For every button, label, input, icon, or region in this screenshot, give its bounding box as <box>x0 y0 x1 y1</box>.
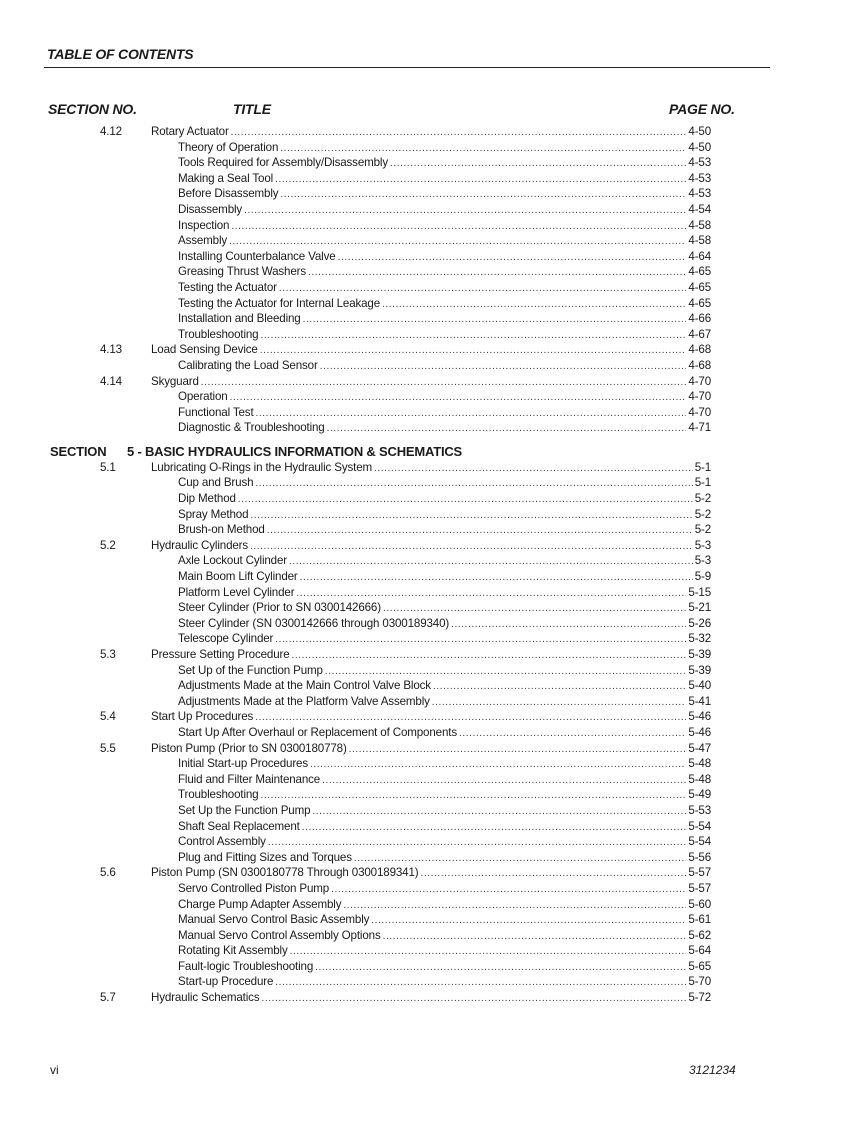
toc-entry[interactable] <box>0 803 866 819</box>
toc-entry[interactable] <box>0 553 866 569</box>
toc-entry[interactable] <box>0 725 866 741</box>
dot-leader <box>320 359 687 375</box>
toc-entry[interactable] <box>0 928 866 944</box>
dot-leader <box>268 835 687 851</box>
section-title: 5 - BASIC HYDRAULICS INFORMATION & SCHEMATICS <box>127 443 463 459</box>
toc-entry-title: Load Sensing Device <box>151 343 258 357</box>
dot-leader <box>310 757 686 773</box>
toc-group-section-5 <box>0 460 866 1006</box>
toc-entry-page: 5-54 <box>688 835 711 849</box>
dot-leader <box>230 390 687 406</box>
toc-entry-page: 5-15 <box>688 585 711 599</box>
dot-leader <box>255 710 686 726</box>
toc-entry-page: 5-61 <box>688 913 711 927</box>
toc-entry-line <box>178 140 711 157</box>
toc-entry[interactable] <box>0 538 866 554</box>
dot-leader <box>250 539 693 555</box>
dot-leader <box>327 421 687 437</box>
toc-entry[interactable] <box>0 218 866 234</box>
dot-leader <box>267 523 693 539</box>
toc-entry-line <box>178 202 711 219</box>
toc-entry-page: 5-70 <box>688 975 711 989</box>
toc-entry-line <box>151 538 711 555</box>
dot-leader <box>260 328 686 344</box>
toc-entry-line <box>178 787 711 804</box>
toc-entry-page: 5-64 <box>688 944 711 958</box>
toc-entry-line <box>178 553 711 570</box>
toc-entry-line <box>178 585 711 602</box>
toc-entry-line <box>151 865 711 882</box>
toc-entry-number: 4.14 <box>100 374 122 388</box>
column-header-section: SECTION NO. <box>48 101 137 117</box>
toc-entry-line <box>151 647 711 664</box>
toc-entry-title: Assembly <box>178 234 228 248</box>
dot-leader <box>300 570 693 586</box>
toc-entry-title: Spray Method <box>178 507 249 521</box>
toc-entry-page: 4-64 <box>688 249 711 263</box>
toc-entry-title: Rotary Actuator <box>151 125 229 138</box>
toc-entry[interactable] <box>0 311 866 327</box>
toc-entry-title: Operation <box>178 390 228 404</box>
toc-entry-page: 5-40 <box>688 679 711 693</box>
toc-entry-title: Set Up the Function Pump <box>178 803 311 817</box>
toc-entry-page: 5-3 <box>694 554 711 568</box>
toc-entry-page: 4-66 <box>688 312 711 326</box>
toc-entry[interactable] <box>0 327 866 343</box>
dot-leader <box>371 913 686 929</box>
toc-entry-page: 5-57 <box>688 881 711 895</box>
toc-entry[interactable] <box>0 974 866 990</box>
toc-entry[interactable] <box>0 569 866 585</box>
toc-entry-line <box>178 881 711 898</box>
dot-leader <box>255 476 692 492</box>
header-rule <box>44 67 770 68</box>
toc-entry-title: Hydraulic Schematics <box>151 991 260 1005</box>
toc-entry-line <box>178 803 711 820</box>
toc-entry[interactable] <box>0 834 866 850</box>
toc-entry-line <box>178 327 711 344</box>
toc-entry-page: 5-46 <box>688 710 711 724</box>
toc-entry-title: Brush-on Method <box>178 523 265 537</box>
toc-entry[interactable] <box>0 124 866 140</box>
toc-entry-title: Start Up After Overhaul or Replacement of Components <box>178 725 457 739</box>
toc-entry-page: 5-72 <box>688 991 711 1005</box>
toc-entry-line <box>178 600 711 617</box>
toc-entry-line <box>178 631 711 648</box>
dot-leader <box>261 991 686 1007</box>
toc-entry-page: 4-65 <box>688 296 711 310</box>
toc-entry-title: Functional Test <box>178 405 254 419</box>
toc-entry-number: 5.3 <box>100 648 116 661</box>
section-5-heading <box>0 436 866 460</box>
dot-leader <box>289 554 693 570</box>
toc-entry-page: 4-71 <box>688 421 711 435</box>
toc-entry-title: Set Up of the Function Pump <box>178 663 323 677</box>
toc-entry-line <box>178 420 711 437</box>
dot-leader <box>229 234 686 250</box>
toc-entry-page: 4-70 <box>688 405 711 419</box>
toc-entry-line <box>151 460 711 477</box>
toc-entry[interactable] <box>0 342 866 358</box>
toc-entry-title: Testing the Actuator <box>178 280 277 294</box>
toc-entry-page: 5-46 <box>688 725 711 739</box>
dot-leader <box>325 664 687 680</box>
toc-entry-page: 4-68 <box>688 343 711 357</box>
toc-entry[interactable] <box>0 897 866 913</box>
toc-entry-line <box>178 819 711 836</box>
toc-entry[interactable] <box>0 491 866 507</box>
dot-leader <box>312 804 686 820</box>
toc-entry-page: 5-2 <box>694 523 711 537</box>
toc-entry-line <box>178 507 711 524</box>
toc-entry-title: Disassembly <box>178 202 243 216</box>
toc-entry-page: 4-53 <box>688 156 711 170</box>
toc-entry-number: 5.6 <box>100 866 116 880</box>
dot-leader <box>238 492 693 508</box>
toc-entry[interactable] <box>0 585 866 601</box>
toc-entry-page: 4-65 <box>688 265 711 279</box>
dot-leader <box>383 601 686 617</box>
toc-entry-title: Pressure Setting Procedure <box>151 648 290 661</box>
toc-entry-line <box>178 296 711 313</box>
toc-entry-page: 5-53 <box>688 803 711 817</box>
toc-entry-title: Dip Method <box>178 492 236 506</box>
toc-entry[interactable] <box>0 249 866 265</box>
dot-leader <box>201 375 687 391</box>
toc-entry-line <box>178 186 711 203</box>
toc-entry[interactable] <box>0 631 866 647</box>
toc-entry[interactable] <box>0 475 866 491</box>
toc-entry-title: Inspection <box>178 218 230 232</box>
toc-entry[interactable] <box>0 694 866 710</box>
toc-entry-page: 5-2 <box>694 492 711 506</box>
dot-leader <box>280 141 686 157</box>
dot-leader <box>275 632 686 648</box>
toc-entry-line <box>178 772 711 789</box>
toc-entry[interactable] <box>0 460 866 476</box>
dot-leader <box>432 695 687 711</box>
dot-leader <box>390 156 686 172</box>
toc-entry-title: Initial Start-up Procedures <box>178 757 308 771</box>
toc-entry[interactable] <box>0 741 866 757</box>
toc-entry[interactable] <box>0 663 866 679</box>
toc-entry[interactable] <box>0 171 866 187</box>
dot-leader <box>338 250 687 266</box>
toc-entry-page: 4-50 <box>688 140 711 154</box>
toc-entry[interactable] <box>0 850 866 866</box>
toc-entry-line <box>178 850 711 867</box>
toc-entry-title: Rotating Kit Assembly <box>178 944 288 958</box>
toc-entry-page: 4-53 <box>688 171 711 185</box>
dot-leader <box>231 125 687 141</box>
toc-entry-number: 4.12 <box>100 125 122 138</box>
dot-leader <box>308 265 686 281</box>
toc-entry-title: Adjustments Made at the Main Control Valve Block <box>178 679 431 693</box>
toc-entry-line <box>178 663 711 680</box>
toc-entry-page: 5-54 <box>688 819 711 833</box>
toc-entry-title: Tools Required for Assembly/Disassembly <box>178 156 389 170</box>
toc-entry-title: Calibrating the Load Sensor <box>178 358 318 372</box>
section-label: SECTION <box>50 443 107 459</box>
toc-entry-number: 4.13 <box>100 343 122 357</box>
dot-leader <box>256 406 687 422</box>
toc-entry[interactable] <box>0 756 866 772</box>
toc-entry-title: Start-up Procedure <box>178 975 274 989</box>
toc-group-section-4 <box>0 124 866 436</box>
toc-entry-line <box>151 374 711 391</box>
toc-entry-title: Fluid and Filter Maintenance <box>178 772 321 786</box>
column-header-page: PAGE NO. <box>669 101 735 117</box>
toc-entry-line <box>178 897 711 914</box>
toc-entry[interactable] <box>0 881 866 897</box>
toc-entry-line <box>178 311 711 328</box>
toc-entry-line <box>178 155 711 172</box>
toc-entry-line <box>178 233 711 250</box>
toc-entry-page: 5-48 <box>688 772 711 786</box>
toc-entry-title: Manual Servo Control Basic Assembly <box>178 913 370 927</box>
toc-entry-title: Telescope Cylinder <box>178 632 274 646</box>
toc-entry-page: 5-26 <box>688 616 711 630</box>
toc-entry-line <box>178 928 711 945</box>
dot-leader <box>275 172 686 188</box>
toc-entry-title: Cup and Brush <box>178 476 254 490</box>
dot-leader <box>296 586 686 602</box>
toc-entry[interactable] <box>0 186 866 202</box>
dot-leader <box>349 742 687 758</box>
toc-entry-title: Skyguard <box>151 374 199 388</box>
toc-entry[interactable] <box>0 959 866 975</box>
toc-entry[interactable] <box>0 420 866 436</box>
toc-entry-title: Greasing Thrust Washers <box>178 265 306 279</box>
toc-entry[interactable] <box>0 647 866 663</box>
toc-entry[interactable] <box>0 264 866 280</box>
toc-entry-page: 5-1 <box>694 460 711 474</box>
dot-leader <box>315 960 686 976</box>
toc-entry-title: Testing the Actuator for Internal Leakage <box>178 296 381 310</box>
toc-entry-title: Installing Counterbalance Valve <box>178 249 336 263</box>
toc-entry-title: Making a Seal Tool <box>178 171 274 185</box>
toc-entry-page: 4-58 <box>688 218 711 232</box>
toc-entry-line <box>178 358 711 375</box>
toc-entry-number: 5.1 <box>100 460 116 474</box>
toc-entry-title: Piston Pump (Prior to SN 0300180778) <box>151 741 347 755</box>
toc-entry-line <box>178 616 711 633</box>
toc-entry-page: 5-57 <box>688 866 711 880</box>
toc-entry-title: Start Up Procedures <box>151 710 254 724</box>
toc-entry-page: 4-53 <box>688 187 711 201</box>
toc-entry-page: 5-41 <box>688 694 711 708</box>
toc-entry-page: 5-47 <box>688 741 711 755</box>
toc-entry-line <box>178 959 711 976</box>
toc-entry[interactable] <box>0 358 866 374</box>
toc-entry-line <box>178 249 711 266</box>
toc-entry-line <box>151 342 711 359</box>
toc-entry-page: 5-62 <box>688 928 711 942</box>
toc-entry-title: Control Assembly <box>178 835 266 849</box>
toc-entry-number: 5.5 <box>100 741 116 755</box>
dot-leader <box>374 461 693 477</box>
toc-entry[interactable] <box>0 296 866 312</box>
toc-entry-page: 5-1 <box>694 476 711 490</box>
document-number: 3121234 <box>689 1063 736 1077</box>
toc-entry-line <box>178 491 711 508</box>
toc-entry-page: 4-50 <box>688 125 711 138</box>
toc-entry-page: 5-65 <box>688 959 711 973</box>
toc-entry-page: 5-60 <box>688 897 711 911</box>
toc-entry-line <box>178 912 711 929</box>
toc-entry-page: 5-32 <box>688 632 711 646</box>
toc-entry-line <box>178 834 711 851</box>
toc-entry-line <box>151 990 711 1007</box>
toc-entry-title: Before Disassembly <box>178 187 279 201</box>
toc-entry-title: Piston Pump (SN 0300180778 Through 0300189341) <box>151 866 419 880</box>
toc-entry-line <box>178 280 711 297</box>
toc-entry-line <box>178 694 711 711</box>
toc-entry-title: Troubleshooting <box>178 788 259 802</box>
toc-entry-page: 5-56 <box>688 850 711 864</box>
toc-entry[interactable] <box>0 772 866 788</box>
toc-entry[interactable] <box>0 600 866 616</box>
dot-leader <box>260 343 687 359</box>
dot-leader <box>244 203 686 219</box>
column-header-title: TITLE <box>233 101 271 117</box>
toc-entry-title: Fault-logic Troubleshooting <box>178 959 314 973</box>
toc-entry[interactable] <box>0 507 866 523</box>
toc-entry-line <box>178 725 711 742</box>
toc-entry[interactable] <box>0 943 866 959</box>
dot-leader <box>303 312 687 328</box>
toc-entry-page: 5-48 <box>688 757 711 771</box>
toc-entry-title: Installation and Bleeding <box>178 312 301 326</box>
toc-entry-line <box>178 405 711 422</box>
toc-entry-title: Manual Servo Control Assembly Options <box>178 928 381 942</box>
table-of-contents <box>0 124 866 1006</box>
toc-entry[interactable] <box>0 374 866 390</box>
toc-entry-page: 5-21 <box>688 601 711 615</box>
toc-entry-line <box>178 522 711 539</box>
toc-entry-page: 4-70 <box>688 390 711 404</box>
dot-leader <box>382 297 686 313</box>
dot-leader <box>250 508 692 524</box>
toc-entry-page: 4-58 <box>688 234 711 248</box>
toc-entry-line <box>178 171 711 188</box>
toc-entry-line <box>178 389 711 406</box>
toc-entry-number: 5.4 <box>100 710 116 724</box>
toc-entry[interactable] <box>0 522 866 538</box>
toc-entry-title: Main Boom Lift Cylinder <box>178 570 298 584</box>
toc-entry-page: 4-70 <box>688 374 711 388</box>
toc-entry-title: Lubricating O-Rings in the Hydraulic System <box>151 460 373 474</box>
toc-entry-title: Plug and Fitting Sizes and Torques <box>178 850 352 864</box>
toc-entry-line <box>151 709 711 726</box>
toc-entry-page: 5-9 <box>694 570 711 584</box>
toc-entry-title: Charge Pump Adapter Assembly <box>178 897 342 911</box>
dot-leader <box>280 187 686 203</box>
toc-entry[interactable] <box>0 912 866 928</box>
toc-entry-title: Troubleshooting <box>178 327 259 341</box>
toc-entry-title: Steer Cylinder (SN 0300142666 through 0300189340) <box>178 616 450 630</box>
toc-entry[interactable] <box>0 787 866 803</box>
toc-entry-title: Diagnostic & Troubleshooting <box>178 421 325 435</box>
toc-entry[interactable] <box>0 865 866 881</box>
toc-entry[interactable] <box>0 280 866 296</box>
dot-leader <box>459 726 686 742</box>
toc-entry-line <box>151 124 711 141</box>
toc-entry-title: Adjustments Made at the Platform Valve Assembly <box>178 694 430 708</box>
toc-entry-title: Platform Level Cylinder <box>178 585 295 599</box>
toc-entry-line <box>178 943 711 960</box>
toc-entry[interactable] <box>0 389 866 405</box>
dot-leader <box>290 944 687 960</box>
dot-leader <box>231 219 686 235</box>
toc-entry-page: 5-39 <box>688 663 711 677</box>
toc-entry-line <box>151 741 711 758</box>
toc-entry[interactable] <box>0 709 866 725</box>
dot-leader <box>322 773 686 789</box>
toc-entry-page: 4-65 <box>688 280 711 294</box>
dot-leader <box>354 851 687 867</box>
toc-entry[interactable] <box>0 405 866 421</box>
toc-entry-line <box>178 475 711 492</box>
toc-entry-line <box>178 218 711 235</box>
page-number: vi <box>50 1063 59 1077</box>
toc-entry-title: Servo Controlled Piston Pump <box>178 881 330 895</box>
dot-leader <box>279 281 687 297</box>
toc-entry-line <box>178 756 711 773</box>
dot-leader <box>292 648 687 664</box>
toc-entry-number: 5.2 <box>100 538 116 552</box>
toc-entry-line <box>178 974 711 991</box>
toc-entry[interactable] <box>0 678 866 694</box>
toc-entry-line <box>178 569 711 586</box>
toc-entry-title: Shaft Seal Replacement <box>178 819 300 833</box>
dot-leader <box>275 975 686 991</box>
toc-entry-page: 4-68 <box>688 358 711 372</box>
dot-leader <box>343 898 686 914</box>
toc-entry[interactable] <box>0 140 866 156</box>
toc-entry-page: 4-67 <box>688 327 711 341</box>
toc-entry-number: 5.7 <box>100 991 116 1005</box>
toc-entry[interactable] <box>0 155 866 171</box>
toc-entry[interactable] <box>0 616 866 632</box>
dot-leader <box>302 820 687 836</box>
dot-leader <box>260 788 686 804</box>
toc-entry-line <box>178 264 711 281</box>
toc-entry-title: Hydraulic Cylinders <box>151 538 249 552</box>
dot-leader <box>383 929 687 945</box>
toc-entry-page: 5-2 <box>694 507 711 521</box>
toc-entry[interactable] <box>0 202 866 218</box>
dot-leader <box>433 679 686 695</box>
toc-entry-page: 5-3 <box>694 538 711 552</box>
page-title: TABLE OF CONTENTS <box>47 46 194 62</box>
dot-leader <box>420 866 686 882</box>
toc-entry-title: Steer Cylinder (Prior to SN 0300142666) <box>178 601 381 615</box>
toc-entry-title: Theory of Operation <box>178 140 279 154</box>
toc-entry[interactable] <box>0 233 866 249</box>
toc-entry-page: 5-39 <box>688 648 711 661</box>
dot-leader <box>451 617 686 633</box>
dot-leader <box>331 882 686 898</box>
toc-entry[interactable] <box>0 990 866 1006</box>
toc-entry-line <box>178 678 711 695</box>
toc-entry-page: 4-54 <box>688 202 711 216</box>
toc-entry[interactable] <box>0 819 866 835</box>
toc-entry-page: 5-49 <box>688 788 711 802</box>
toc-entry-title: Axle Lockout Cylinder <box>178 554 287 568</box>
